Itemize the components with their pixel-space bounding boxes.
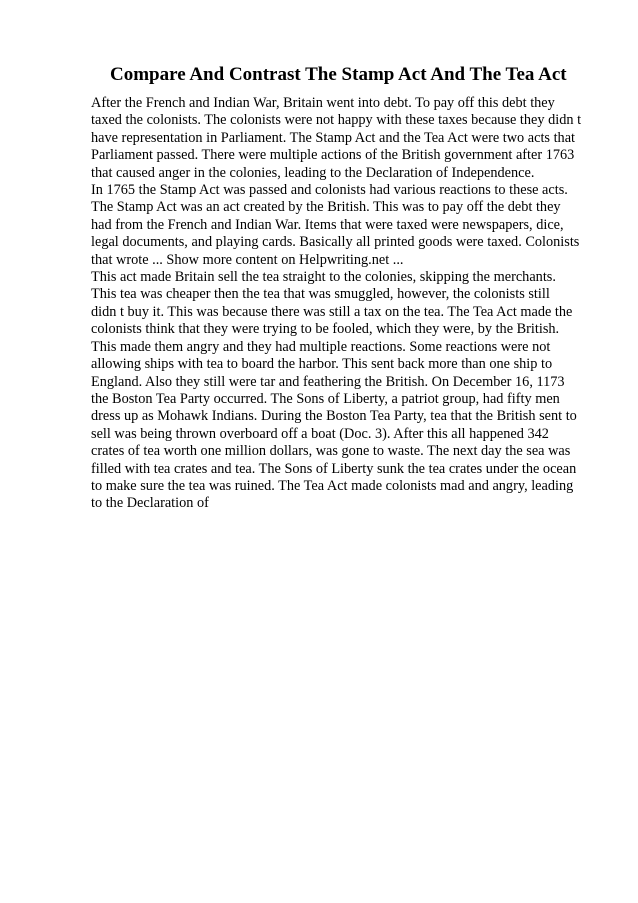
body-line: didn t buy it. This was because there was still a tax on the tea. The Tea Act made the — [91, 303, 573, 320]
body-line: taxed the colonists. The colonists were not happy with these taxes because they didn t — [91, 112, 582, 129]
body-line: had from the French and Indian War. Items that were taxed were newspapers, dice, — [91, 216, 564, 233]
body-line: to the Declaration of — [91, 495, 209, 512]
body-line: have representation in Parliament. The Stamp Act and the Tea Act were two acts that — [91, 129, 576, 146]
body-line: allowing ships with tea to board the harbor. This sent back more than one ship to — [91, 356, 553, 373]
body-line: In 1765 the Stamp Act was passed and colonists had various reactions to these acts. — [91, 182, 568, 199]
document-body — [91, 95, 598, 513]
body-line: to make sure the tea was ruined. The Tea Act made colonists mad and angry, leading — [91, 477, 574, 494]
document-title: Compare And Contrast The Stamp Act And The Tea Act — [110, 64, 567, 85]
body-line: This act made Britain sell the tea straight to the colonies, skipping the merchants. — [91, 269, 556, 286]
body-line: colonists think that they were trying to be fooled, which they were, by the British. — [91, 321, 560, 338]
body-line: The Stamp Act was an act created by the British. This was to pay off the debt they — [91, 199, 561, 216]
body-line: crates of tea worth one million dollars, was gone to waste. The next day the sea was — [91, 443, 571, 460]
body-line: This tea was cheaper then the tea that was smuggled, however, the colonists still — [91, 286, 550, 303]
body-line: legal documents, and playing cards. Basically all printed goods were taxed. Colonists — [91, 234, 580, 251]
body-line: sell was being thrown overboard off a boat (Doc. 3). After this all happened 342 — [91, 425, 549, 442]
body-line: England. Also they still were tar and feathering the British. On December 16, 1173 — [91, 373, 565, 390]
body-line: dress up as Mohawk Indians. During the Boston Tea Party, tea that the British sent to — [91, 408, 577, 425]
body-line: the Boston Tea Party occurred. The Sons of Liberty, a patriot group, had fifty men — [91, 390, 560, 407]
body-line: Parliament passed. There were multiple actions of the British government after 1763 — [91, 147, 575, 164]
body-line: that wrote ... Show more content on Helpwriting.net ... — [91, 251, 404, 268]
body-line: filled with tea crates and tea. The Sons of Liberty sunk the tea crates under the ocean — [91, 460, 577, 477]
body-line: After the French and Indian War, Britain went into debt. To pay off this debt they — [91, 95, 555, 111]
body-line: that caused anger in the colonies, leading to the Declaration of Independence. — [91, 164, 535, 181]
body-line: This made them angry and they had multiple reactions. Some reactions were not — [91, 338, 551, 355]
